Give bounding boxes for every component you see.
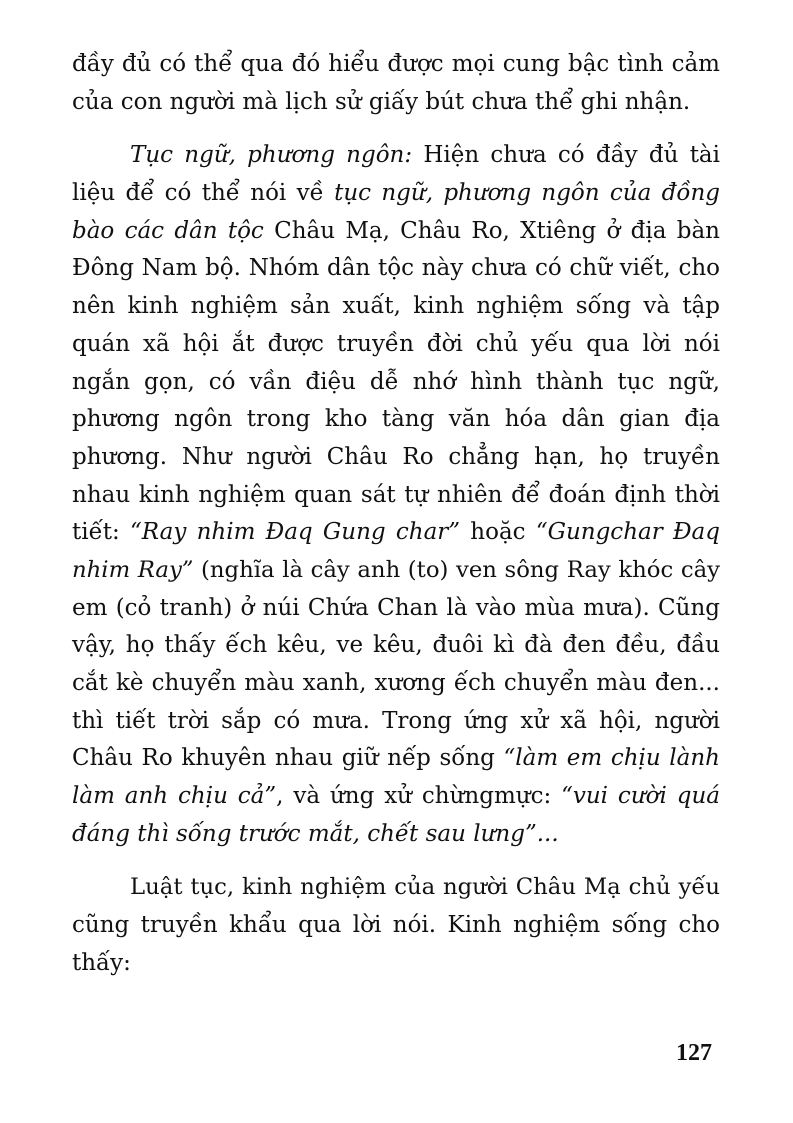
text-line bbox=[72, 514, 720, 552]
text-line bbox=[72, 84, 720, 122]
text-run: Luật tục, kinh nghiệm của người Châu Mạ chủ yếu bbox=[130, 874, 720, 901]
text-line bbox=[72, 816, 720, 854]
text-run: Đông Nam bộ. Nhóm dân tộc này chưa có chữ viết, cho bbox=[72, 255, 720, 282]
text-line bbox=[72, 326, 720, 364]
text-line bbox=[72, 477, 720, 515]
text-run: cắt kè chuyển màu xanh, xương ếch chuyển màu đen... bbox=[72, 670, 720, 696]
text-line bbox=[72, 288, 720, 326]
text-run: , và ứng xử chừngmực: bbox=[276, 783, 562, 810]
paragraph-3 bbox=[72, 869, 720, 982]
text-run: của con người mà lịch sử giấy bút chưa thể ghi nhận. bbox=[72, 88, 691, 115]
text-line bbox=[72, 46, 720, 84]
italic-run: đáng thì sống trước mắt, chết sau lưng”... bbox=[72, 820, 559, 847]
page-number: 127 bbox=[676, 1040, 712, 1066]
text-run: cũng truyền khẩu qua lời nói. Kinh nghiệm sống cho bbox=[72, 912, 720, 939]
text-run: phương ngôn trong kho tàng văn hóa dân gian địa bbox=[72, 406, 720, 433]
text-run: (nghĩa là cây anh (to) ven sông Ray khóc cây bbox=[193, 556, 720, 583]
paragraph-2 bbox=[72, 137, 720, 853]
text-run: Hiện chưa có đầy đủ tài bbox=[412, 142, 721, 169]
paragraph-gap bbox=[72, 853, 720, 869]
italic-run: “Ray nhim Đaq Gung char” bbox=[130, 519, 461, 546]
text-line bbox=[72, 364, 720, 402]
page-body bbox=[72, 46, 720, 983]
text-line bbox=[72, 627, 720, 665]
text-run: thấy: bbox=[72, 949, 131, 976]
text-line bbox=[72, 945, 720, 983]
text-line bbox=[72, 439, 720, 477]
italic-run: làm anh chịu cả” bbox=[72, 783, 277, 810]
text-run: phương. Như người Châu Ro chẳng hạn, họ truyền bbox=[72, 443, 720, 470]
text-run: hoặc bbox=[460, 519, 536, 546]
italic-run: tục ngữ, phương ngôn của đồng bbox=[334, 180, 720, 207]
text-line bbox=[72, 590, 720, 628]
text-line bbox=[72, 250, 720, 288]
text-line bbox=[72, 401, 720, 439]
text-run: nhau kinh nghiệm quan sát tự nhiên để đoán định thời bbox=[72, 481, 720, 508]
text-line bbox=[72, 137, 720, 175]
text-run: Châu Mạ, Châu Ro, Xtiêng ở địa bàn bbox=[263, 217, 720, 244]
text-line bbox=[72, 740, 720, 778]
paragraph-gap bbox=[72, 121, 720, 137]
italic-run: “làm em chịu lành bbox=[503, 745, 720, 772]
text-run: đầy đủ có thể qua đó hiểu được mọi cung bậc tình cảm bbox=[72, 51, 720, 77]
italic-run: Tục ngữ, phương ngôn: bbox=[130, 142, 413, 169]
text-run: quán xã hội ắt được truyền đời chủ yếu qua lời nói bbox=[72, 330, 720, 357]
text-run: Châu Ro khuyên nhau giữ nếp sống bbox=[72, 745, 504, 772]
text-line bbox=[72, 213, 720, 251]
italic-run: “Gungchar Đaq bbox=[535, 519, 720, 546]
italic-run: “vui cười quá bbox=[561, 783, 720, 810]
paragraph-1 bbox=[72, 46, 720, 121]
text-run: nên kinh nghiệm sản xuất, kinh nghiệm sống và tập bbox=[72, 293, 720, 320]
text-line bbox=[72, 175, 720, 213]
text-line bbox=[72, 665, 720, 703]
text-line bbox=[72, 778, 720, 816]
text-run: em (cỏ tranh) ở núi Chứa Chan là vào mùa mưa). Cũng bbox=[72, 594, 720, 621]
text-run: thì tiết trời sắp có mưa. Trong ứng xử xã hội, người bbox=[72, 707, 720, 734]
italic-run: bào các dân tộc bbox=[72, 217, 264, 244]
text-run: vậy, họ thấy ếch kêu, ve kêu, đuôi kì đà đen đều, đầu bbox=[72, 632, 720, 659]
text-run: tiết: bbox=[72, 519, 131, 546]
text-line bbox=[72, 552, 720, 590]
text-line bbox=[72, 703, 720, 741]
text-run: liệu để có thể nói về bbox=[72, 180, 335, 207]
italic-run: nhim Ray” bbox=[72, 556, 194, 583]
text-run: ngắn gọn, có vần điệu dễ nhớ hình thành tục ngữ, bbox=[72, 368, 720, 395]
text-line bbox=[72, 907, 720, 945]
text-line bbox=[72, 869, 720, 907]
